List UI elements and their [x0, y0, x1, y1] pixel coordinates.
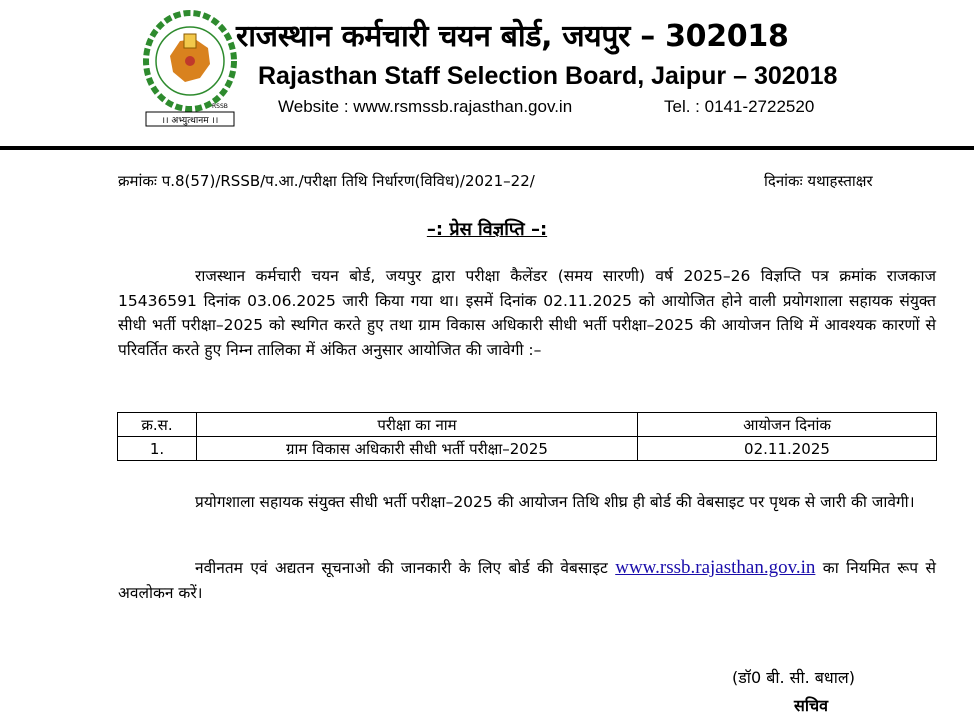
logo-text: RSSB — [212, 103, 228, 110]
website-text: Website : www.rsmssb.rajasthan.gov.in — [278, 97, 573, 116]
logo-motto: ।। अभ्युत्थानम ।। — [161, 116, 219, 126]
board-title-hindi: राजस्थान कर्मचारी चयन बोर्ड, जयपुर – 302018 — [236, 19, 789, 54]
board-website-link[interactable]: www.rssb.rajasthan.gov.in — [615, 557, 816, 578]
paragraph-2: प्रयोगशाला सहायक संयुक्त सीधी भर्ती परीक्षा–2025 की आयोजन तिथि शीघ्र ही बोर्ड की वेबसाइट पर पृथक से जारी की जावेगी। — [195, 493, 915, 511]
exam-schedule-table — [117, 412, 937, 461]
cell-exam-name: ग्राम विकास अधिकारी सीधी भर्ती परीक्षा–2025 — [197, 437, 638, 461]
rssb-logo — [140, 6, 240, 131]
header-serial: क्र.स. — [118, 413, 197, 437]
table-header-row — [118, 413, 937, 437]
header-exam-date: आयोजन दिनांक — [638, 413, 937, 437]
header-divider — [0, 146, 974, 150]
signatory-name: (डॉ0 बी. सी. बधाल) — [732, 668, 856, 687]
reference-date: दिनांकः यथाहस्ताक्षर — [764, 172, 873, 190]
paragraph-3-text-after: का नियमित रूप से अवलोकन करें। — [118, 559, 936, 602]
cell-serial: 1. — [118, 437, 197, 461]
paragraph-3 — [118, 556, 936, 605]
telephone-text: Tel. : 0141-2722520 — [664, 97, 815, 116]
table-row — [118, 437, 937, 461]
board-title-english: Rajasthan Staff Selection Board, Jaipur – 302018 — [258, 62, 838, 90]
reference-number: क्रमांकः प.8(57)/RSSB/प.आ./परीक्षा तिथि निर्धारण(विविध)/2021–22/ — [118, 172, 535, 190]
paragraph-3-text-before: नवीनतम एवं अद्यतन सूचनाओ की जानकारी के लिए बोर्ड की वेबसाइट — [195, 559, 616, 577]
press-release-title: –: प्रेस विज्ञप्ति –: — [426, 219, 548, 240]
paragraph-1: राजस्थान कर्मचारी चयन बोर्ड, जयपुर द्वारा परीक्षा कैलेंडर (समय सारणी) वर्ष 2025–26 विज्ञप्ति पत्र क्रमांक राजकाज 15436591 दिनांक 03.06.2025 जारी किया गया था। इसमें दिनांक 02.11.2025 को आयोजित होने वाली प्रयोगशाला सहायक संयुक्त सीधी भर्ती परीक्षा–2025 को स्थगित करते हुए तथा ग्राम विकास अधिकारी सीधी भर्ती परीक्षा–2025 की आयोजन तिथि में आवश्यक कारणों से परिवर्तित करते हुए निम्न तालिका में अंकित अनुसार आयोजित की जावेगी :– — [118, 267, 936, 359]
signatory-designation: सचिव — [794, 696, 829, 715]
header-exam-name: परीक्षा का नाम — [197, 413, 638, 437]
cell-exam-date: 02.11.2025 — [638, 437, 937, 461]
